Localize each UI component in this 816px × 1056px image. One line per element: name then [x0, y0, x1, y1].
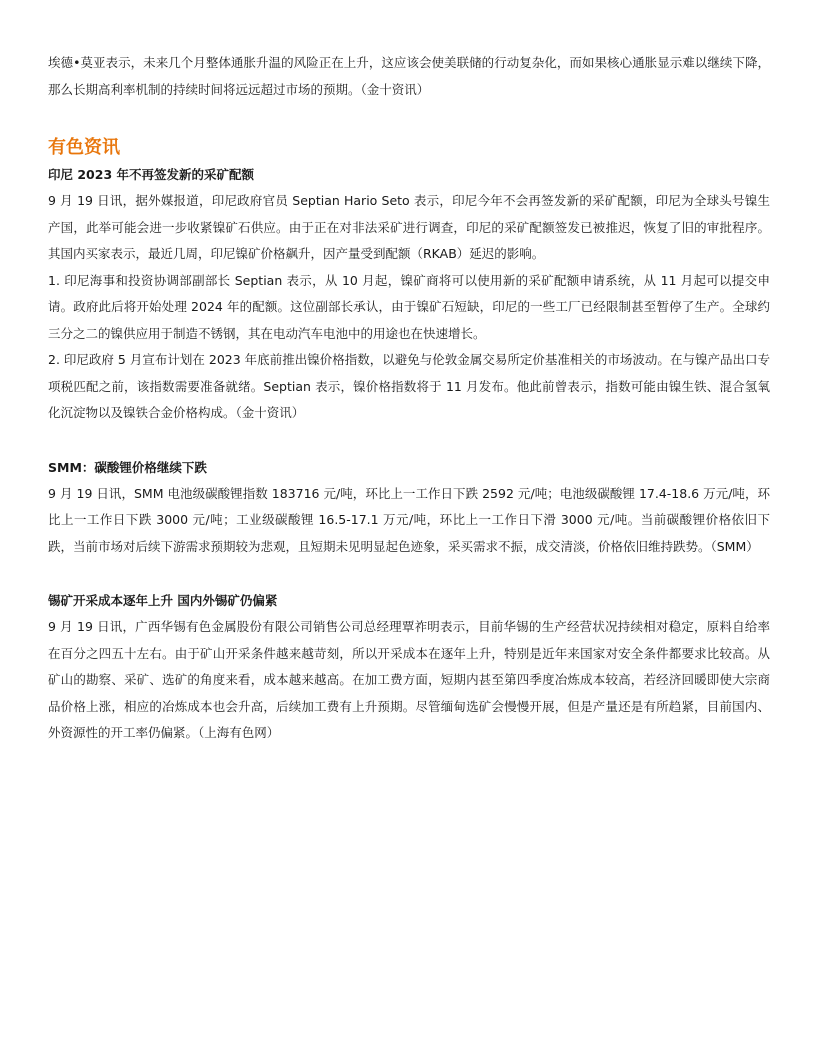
article-indonesia-quota [48, 162, 770, 427]
section-title: 有色资讯 [48, 137, 120, 158]
document-content [48, 50, 770, 747]
intro-paragraph: 埃德•莫亚表示，未来几个月整体通胀升温的风险正在上升，这应该会使美联储的行动复杂化，而如果核心通胀显示难以继续下降，那么长期高利率机制的持续时间将远远超过市场的预期。（金十资讯） [48, 55, 770, 97]
article-tin-mining [48, 588, 770, 747]
article-lithium-carbonate [48, 455, 770, 561]
article-paragraph: 2. 印尼政府 5 月宣布计划在 2023 年底前推出镍价格指数，以避免与伦敦金属交易所定价基准相关的市场波动。在与镍产品出口专项税匹配之前，该指数需要准备就绪。Septian 表示，镍价格指数将于 11 月发布。他此前曾表示，指数可能由镍生铁、混合氢氧化沉淀物以及镍铁合金价格构成。（金十资讯） [48, 352, 770, 420]
article-paragraph: 9 月 19 日讯，SMM 电池级碳酸锂指数 183716 元/吨，环比上一工作日下跌 2592 元/吨；电池级碳酸锂 17.4-18.6 万元/吨，环比上一工作日下跌 3000 元/吨；工业级碳酸锂 16.5-17.1 万元/吨，环比上一工作日下滑 3000 元/吨。当前碳酸锂价格依旧下跌，当前市场对后续下游需求预期较为悲观，且短期未见明显起色迹象，采买需求不振，成交清淡，价格依旧维持跌势。（SMM） [48, 485, 770, 554]
article-title: SMM：碳酸锂价格继续下跌 [48, 459, 207, 475]
article-title: 锡矿开采成本逐年上升 国内外锡矿仍偏紧 [48, 593, 278, 608]
article-paragraph: 1. 印尼海事和投资协调部副部长 Septian 表示，从 10 月起，镍矿商将可以使用新的采矿配额申请系统，从 11 月起可以提交申请。政府此后将开始处理 2024 年的配额。这位副部长承认，由于镍矿石短缺，印尼的一些工厂已经限制甚至暂停了生产。全球约三分之二的镍供应用于制造不锈钢，其在电动汽车电池中的用途也在快速增长。 [48, 272, 770, 341]
article-paragraph: 9 月 19 日讯，广西华锡有色金属股份有限公司销售公司总经理覃祚明表示，目前华锡的生产经营状况持续相对稳定，原料自给率在百分之四五十左右。由于矿山开采条件越来越苛刻，所以开采成本在逐年上升，特别是近年来国家对安全条件都要求比较高。从矿山的勘察、采矿、选矿的角度来看，成本越来越高。在加工费方面，短期内甚至第四季度冶炼成本较高，若经济回暖即使大宗商品价格上涨，相应的冶炼成本也会升高，后续加工费有上升预期。尽管缅甸选矿会慢慢开展，但是产量还是有所趋紧，目前国内、外资源性的开工率仍偏紧。（上海有色网） [48, 619, 770, 740]
article-paragraph: 9 月 19 日讯，据外媒报道，印尼政府官员 Septian Hario Seto 表示，印尼今年不会再签发新的采矿配额，印尼为全球头号镍生产国，此举可能会进一步收紧镍矿石供应。由于正在对非法采矿进行调查，印尼的采矿配额签发已被推迟，恢复了旧的审批程序。其国内买家表示，最近几周，印尼镍矿价格飙升，因产量受到配额（RKAB）延迟的影响。 [48, 193, 770, 261]
article-title: 印尼 2023 年不再签发新的采矿配额 [48, 167, 254, 182]
